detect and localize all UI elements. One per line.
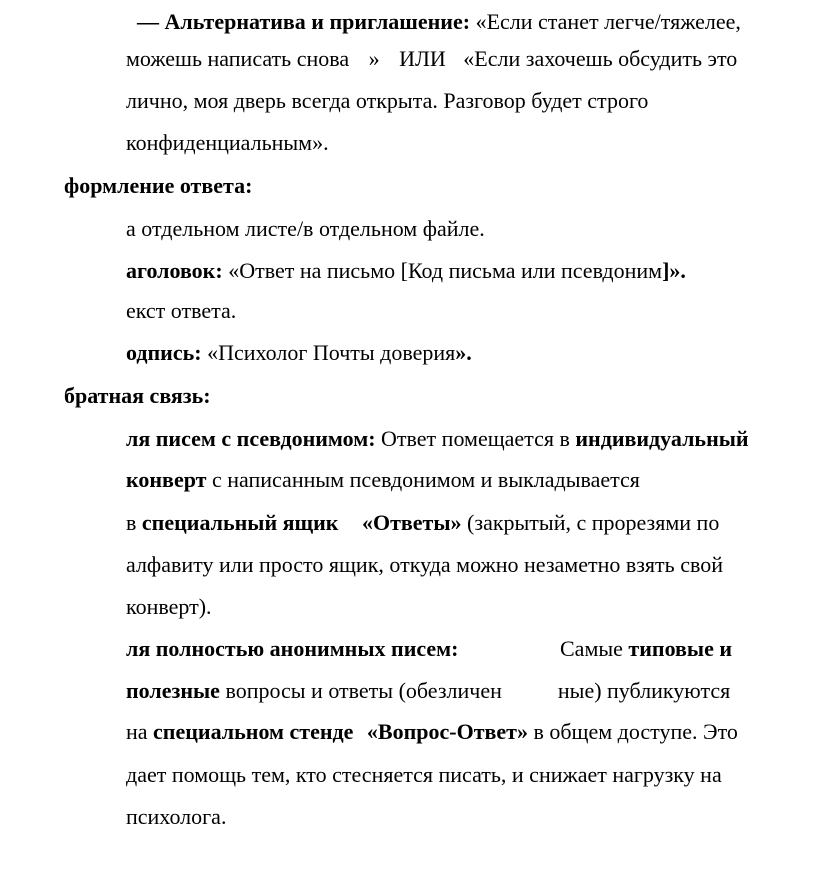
feedback-p2-l2-text1: вопросы и ответы (обезличен: [225, 678, 502, 703]
alternative-line-1: [137, 9, 741, 35]
dash: —: [137, 9, 159, 34]
feedback-p2-l1-bold: типовые и: [628, 636, 733, 661]
alternative-text-a: можешь написать снова: [126, 46, 350, 71]
feedback-p1-l3-bold1: специальный ящик: [141, 510, 339, 535]
section-heading-feedback: братная связь:: [64, 383, 211, 408]
format-item-4-end: ».: [455, 340, 472, 365]
format-item-2-label: аголовок:: [126, 258, 223, 283]
feedback-p1-label: ля писем с псевдонимом:: [126, 426, 376, 451]
alternative-line-3: лично, моя дверь всегда открыта. Разговор будет строго: [126, 88, 649, 113]
alternative-line-2: [126, 46, 737, 72]
alternative-line-4: конфиденциальным».: [126, 130, 329, 155]
feedback-p1-line-1: [126, 426, 749, 452]
feedback-p2-line-1: [126, 636, 732, 662]
alternative-heading: Альтернатива и приглашение:: [164, 9, 471, 34]
feedback-p2-l3-bold2: «Вопрос-Ответ»: [366, 719, 528, 744]
alternative-ili: ИЛИ: [399, 46, 446, 71]
format-item-2: [126, 258, 686, 284]
format-item-3: екст ответа.: [126, 298, 237, 323]
format-item-2-text: «Ответ на письмо [Код письма или псевдоним: [228, 258, 663, 283]
feedback-p2-line-3: [126, 719, 738, 745]
feedback-p2-l3-text: в общем доступе. Это: [533, 719, 738, 744]
feedback-p2-l3-pre: на: [126, 719, 148, 744]
feedback-p2-line-5: психолога.: [126, 804, 227, 829]
feedback-p1-l2-text: с написанным псевдонимом и выкладывается: [211, 467, 640, 492]
feedback-p1-line-5: конверт).: [126, 594, 212, 619]
feedback-p1-l2-bold: конверт: [126, 467, 207, 492]
format-item-2-end: ]».: [662, 258, 686, 283]
feedback-p1-line-2: [126, 467, 640, 493]
feedback-p2-l1-text: Самые: [560, 636, 623, 661]
feedback-p1-line-4: алфавиту или просто ящик, откуда можно незаметно взять свой: [126, 552, 723, 577]
alternative-text-b: «Если захочешь обсудить это: [463, 46, 738, 71]
feedback-p2-line-2: [126, 678, 730, 704]
format-item-4-label: одпись:: [126, 340, 202, 365]
feedback-p1-l1-bold: индивидуальный: [575, 426, 749, 451]
feedback-p2-l2-text2: ные) публикуются: [557, 678, 731, 703]
feedback-p1-l3-text: (закрытый, с прорезями по: [467, 510, 720, 535]
format-item-4: [126, 340, 472, 366]
feedback-p2-l2-bold: полезные: [126, 678, 220, 703]
feedback-p1-l3-bold2: «Ответы»: [361, 510, 462, 535]
section-heading-format: формление ответа:: [64, 173, 253, 198]
format-item-1: а отдельном листе/в отдельном файле.: [126, 216, 485, 241]
feedback-p1-l3-pre: в: [126, 510, 137, 535]
feedback-p2-line-4: дает помощь тем, кто стесняется писать, и снижает нагрузку на: [126, 762, 722, 787]
alternative-text: «Если станет легче/тяжелее,: [475, 9, 741, 34]
feedback-p2-l3-bold1: специальном стенде: [153, 719, 354, 744]
alternative-quote: »: [368, 46, 380, 71]
feedback-p1-l1-text: Ответ помещается в: [381, 426, 570, 451]
feedback-p1-line-3: [126, 510, 719, 536]
feedback-p2-label: ля полностью анонимных писем:: [126, 636, 459, 661]
format-item-4-text: «Психолог Почты доверия: [207, 340, 456, 365]
